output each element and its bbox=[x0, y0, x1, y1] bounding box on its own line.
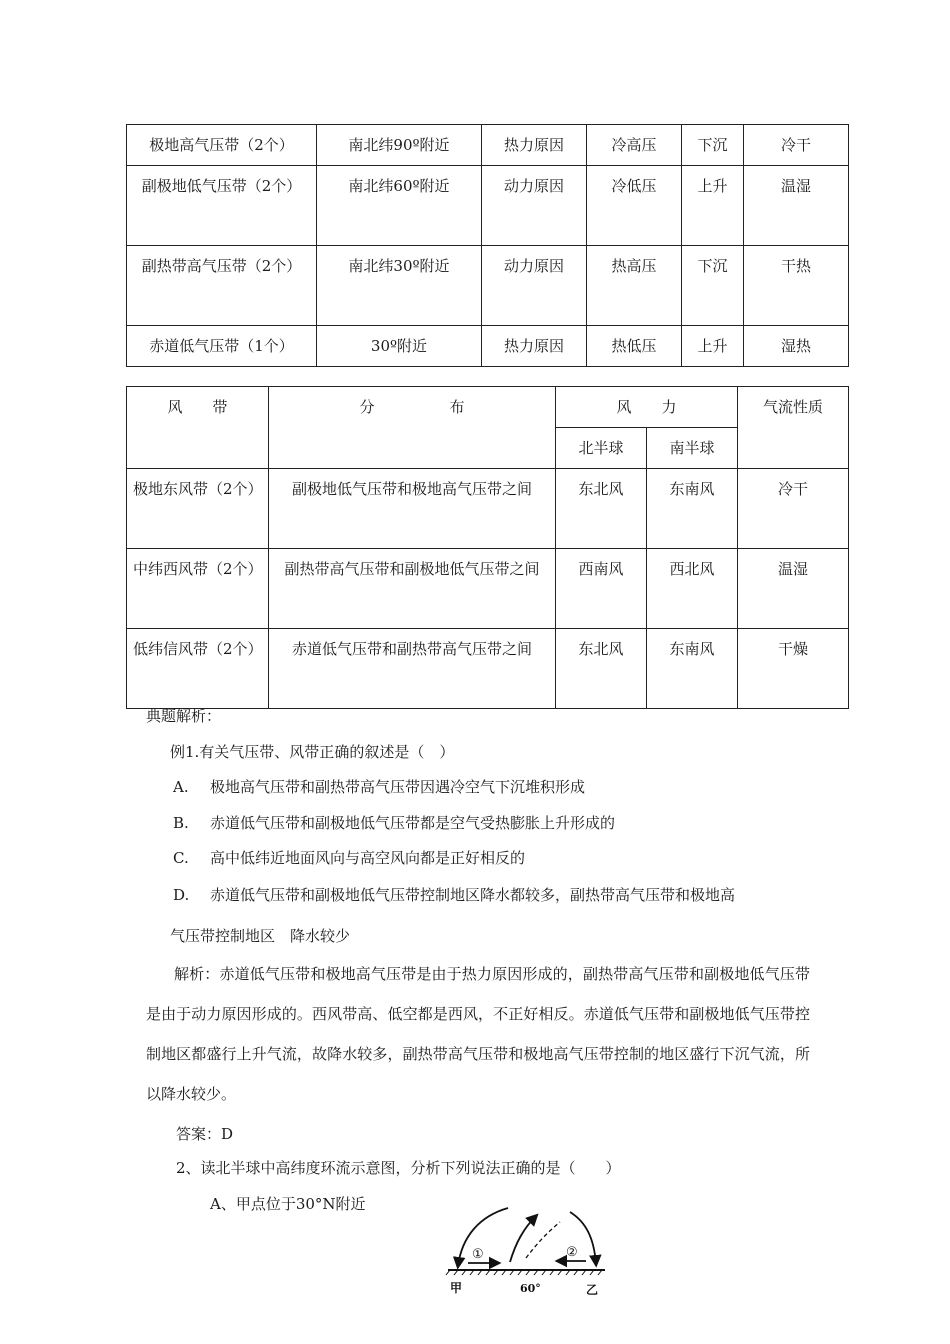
marker-2: ② bbox=[566, 1245, 578, 1260]
pressure-cause-cell: 动力原因 bbox=[482, 166, 587, 246]
pressure-name-cell: 副热带高气压带（2个） bbox=[127, 246, 317, 326]
wind-property-cell: 温湿 bbox=[738, 549, 849, 629]
table-row bbox=[127, 326, 849, 367]
wind-property-cell: 干燥 bbox=[738, 629, 849, 709]
analysis-heading: 典题解析： bbox=[146, 707, 222, 725]
marker-1: ① bbox=[472, 1247, 484, 1262]
option-b-text: 赤道低气压带和副极地低气压带都是空气受热膨胀上升形成的 bbox=[210, 814, 616, 832]
label-60: 60° bbox=[520, 1282, 541, 1295]
wind-distribution-cell: 赤道低气压带和副热带高气压带之间 bbox=[269, 629, 556, 709]
pressure-property-cell: 温湿 bbox=[744, 166, 849, 246]
pressure-type-cell: 冷高压 bbox=[587, 125, 682, 166]
wind-name-cell: 极地东风带（2个） bbox=[127, 469, 269, 549]
pressure-type-cell: 热高压 bbox=[587, 246, 682, 326]
option-b-letter: B. bbox=[173, 814, 189, 832]
pressure-belt-table bbox=[126, 124, 849, 367]
pressure-motion-cell: 下沉 bbox=[682, 246, 744, 326]
label-yi: 乙 bbox=[586, 1283, 599, 1296]
option-c-letter: C. bbox=[173, 849, 189, 867]
pressure-location-cell: 南北纬30º附近 bbox=[317, 246, 482, 326]
example1-explanation: 解析：赤道低气压带和极地高气压带是由于热力原因形成的，副热带高气压带和副极地低气压带是由于动力原因形成的。西风带高、低空都是西风，不正好相反。赤道低气压带和副极地低气压带控制地区都盛行上升气流，故降水较多，副热带高气压带和极地高气压带控制的地区盛行下沉气流，所以降水较少。 bbox=[146, 965, 810, 1103]
wind-north-cell: 东北风 bbox=[556, 469, 647, 549]
option-d-letter: D. bbox=[173, 886, 190, 904]
pressure-motion-cell: 上升 bbox=[682, 166, 744, 246]
wind-south-cell: 东南风 bbox=[647, 629, 738, 709]
wind-name-cell: 中纬西风带（2个） bbox=[127, 549, 269, 629]
option-a-text: 极地高气压带和副热带高气压带因遇冷空气下沉堆积形成 bbox=[210, 778, 586, 796]
pressure-type-cell: 热低压 bbox=[587, 326, 682, 367]
table-row bbox=[127, 629, 849, 709]
pressure-location-cell: 南北纬90º附近 bbox=[317, 125, 482, 166]
header-airflow-property: 气流性质 bbox=[738, 387, 849, 469]
example1-answer: 答案：D bbox=[176, 1125, 234, 1143]
header-north-hemisphere: 北半球 bbox=[556, 428, 647, 469]
pressure-name-cell: 赤道低气压带（1个） bbox=[127, 326, 317, 367]
pressure-name-cell: 极地高气压带（2个） bbox=[127, 125, 317, 166]
header-wind-belt: 风 带 bbox=[127, 387, 269, 469]
pressure-motion-cell: 上升 bbox=[682, 326, 744, 367]
option-d-text: 赤道低气压带和副极地低气压带控制地区降水都较多，副热带高气压带和极地高 bbox=[210, 886, 736, 904]
header-south-hemisphere: 南半球 bbox=[647, 428, 738, 469]
table-row bbox=[127, 166, 849, 246]
example1-question: 例1.有关气压带、风带正确的叙述是（ ） bbox=[170, 743, 455, 761]
table-row bbox=[127, 125, 849, 166]
wind-name-cell: 低纬信风带（2个） bbox=[127, 629, 269, 709]
pressure-location-cell: 30º附近 bbox=[317, 326, 482, 367]
pressure-cause-cell: 热力原因 bbox=[482, 326, 587, 367]
pressure-type-cell: 冷低压 bbox=[587, 166, 682, 246]
ground-line bbox=[446, 1270, 605, 1275]
pressure-property-cell: 湿热 bbox=[744, 326, 849, 367]
label-jia: 甲 bbox=[450, 1281, 463, 1295]
circulation-diagram bbox=[440, 1206, 610, 1296]
option-a-letter: A. bbox=[173, 778, 189, 796]
header-wind-force: 风 力 bbox=[556, 387, 738, 428]
wind-south-cell: 西北风 bbox=[647, 549, 738, 629]
dashed-arrow-middle bbox=[526, 1222, 560, 1258]
table-row bbox=[127, 246, 849, 326]
pressure-cause-cell: 动力原因 bbox=[482, 246, 587, 326]
pressure-cause-cell: 热力原因 bbox=[482, 125, 587, 166]
example2-option-a: A、甲点位于30°N附近 bbox=[210, 1195, 366, 1213]
option-d-continued: 气压带控制地区 降水较少 bbox=[170, 927, 351, 945]
wind-belt-table bbox=[126, 386, 849, 709]
option-c-text: 高中低纬近地面风向与高空风向都是正好相反的 bbox=[210, 849, 526, 867]
pressure-property-cell: 干热 bbox=[744, 246, 849, 326]
wind-north-cell: 西南风 bbox=[556, 549, 647, 629]
wind-distribution-cell: 副极地低气压带和极地高气压带之间 bbox=[269, 469, 556, 549]
wind-property-cell: 冷干 bbox=[738, 469, 849, 549]
pressure-property-cell: 冷干 bbox=[744, 125, 849, 166]
wind-south-cell: 东南风 bbox=[647, 469, 738, 549]
table-row bbox=[127, 469, 849, 549]
pressure-name-cell: 副极地低气压带（2个） bbox=[127, 166, 317, 246]
table-row bbox=[127, 549, 849, 629]
wind-distribution-cell: 副热带高气压带和副极地低气压带之间 bbox=[269, 549, 556, 629]
wind-north-cell: 东北风 bbox=[556, 629, 647, 709]
rising-arrow-middle bbox=[510, 1216, 536, 1262]
header-distribution: 分 布 bbox=[269, 387, 556, 469]
example2-question: 2、读北半球中高纬度环流示意图，分析下列说法正确的是（ ） bbox=[176, 1159, 621, 1177]
pressure-location-cell: 南北纬60º附近 bbox=[317, 166, 482, 246]
pressure-motion-cell: 下沉 bbox=[682, 125, 744, 166]
